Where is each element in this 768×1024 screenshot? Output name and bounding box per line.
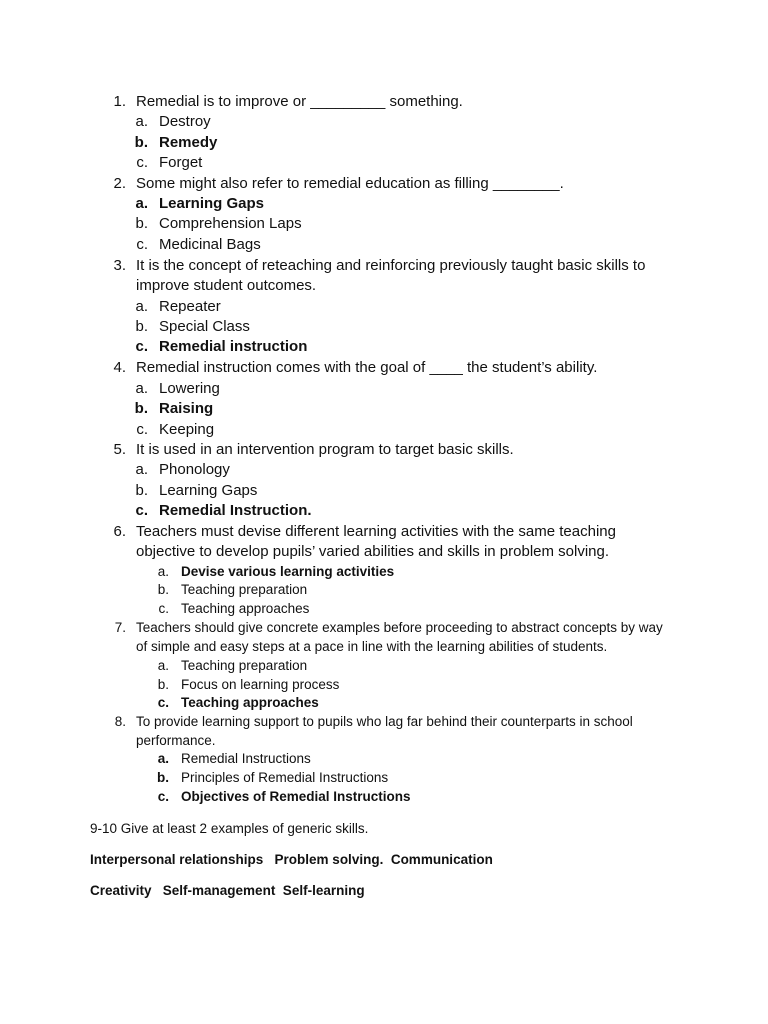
question-3-option-b-letter: b. (135, 318, 148, 335)
question-1-option-b-letter: b. (134, 134, 148, 151)
question-7-text-line-1: Teachers should give concrete examples before proceeding to abstract concepts by way (136, 620, 663, 635)
question-5-option-c-answer: Remedial Instruction. (159, 502, 312, 519)
question-4-option-b-letter: b. (134, 400, 148, 417)
question-5-option-b-letter: b. (135, 482, 148, 499)
question-3-option-b: Special Class (159, 318, 250, 335)
question-3-option-c-answer: Remedial instruction (159, 338, 308, 355)
question-1-option-b-answer: Remedy (159, 134, 218, 151)
question-1-option-c: Forget (159, 154, 203, 171)
question-7-option-b: Focus on learning process (181, 677, 340, 692)
question-2-option-a-letter: a. (135, 195, 148, 212)
question-8-option-b: Principles of Remedial Instructions (181, 770, 389, 785)
question-3-number: 3. (113, 257, 126, 274)
question-4-option-a: Lowering (159, 380, 220, 397)
generic-skills-prompt: 9-10 Give at least 2 examples of generic skills. (90, 821, 369, 836)
question-3-option-a-letter: a. (135, 298, 148, 315)
question-1-option-a-letter: a. (135, 113, 148, 130)
question-2-number: 2. (113, 175, 126, 192)
question-3-text-line-1: It is the concept of reteaching and reinforcing previously taught basic skills to (136, 257, 646, 274)
question-7-option-c-letter: c. (157, 695, 169, 710)
question-1-number: 1. (113, 93, 126, 110)
question-6-option-a-letter: a. (157, 564, 169, 579)
question-4-option-c-letter: c. (136, 421, 148, 438)
question-1-text: Remedial is to improve or _________ something. (136, 93, 463, 110)
question-2-option-b-letter: b. (135, 215, 148, 232)
generic-skills-answer-line-1: Interpersonal relationships Problem solving. Communication (90, 852, 493, 867)
question-8-option-c-letter: c. (157, 789, 169, 804)
question-6-option-c-letter: c. (158, 601, 169, 616)
question-2-option-c: Medicinal Bags (159, 236, 261, 253)
question-4-number: 4. (113, 359, 126, 376)
question-4-option-c: Keeping (159, 421, 215, 438)
question-6-option-b: Teaching preparation (181, 582, 308, 597)
question-7-option-b-letter: b. (157, 677, 169, 692)
question-4-option-a-letter: a. (135, 380, 148, 397)
question-6-option-a-answer: Devise various learning activities (181, 564, 395, 579)
question-8-text-line-1: To provide learning support to pupils who lag far behind their counterparts in school (136, 714, 633, 729)
question-5-option-c-letter: c. (135, 502, 148, 519)
question-7-option-c-answer: Teaching approaches (181, 695, 319, 710)
question-5-option-a: Phonology (159, 461, 230, 478)
question-5-text: It is used in an intervention program to target basic skills. (136, 441, 514, 458)
question-6-option-b-letter: b. (157, 582, 169, 597)
question-5-option-b: Learning Gaps (159, 482, 258, 499)
question-2-text: Some might also refer to remedial education as filling ________. (136, 175, 564, 192)
question-3-option-c-letter: c. (135, 338, 148, 355)
question-7-text-line-2: of simple and easy steps at a pace in line with the learning abilities of students. (136, 639, 608, 654)
question-5-option-a-letter: a. (135, 461, 148, 478)
question-8-option-b-letter: b. (157, 770, 169, 785)
question-7-number: 7. (114, 620, 126, 635)
question-2-option-c-letter: c. (136, 236, 148, 253)
question-4-text: Remedial instruction comes with the goal of ____ the student’s ability. (136, 359, 598, 376)
question-6-number: 6. (113, 523, 126, 540)
generic-skills-answer-line-2: Creativity Self-management Self-learning (90, 883, 365, 898)
question-8-text-line-2: performance. (136, 733, 216, 748)
question-7-option-a-letter: a. (157, 658, 169, 673)
question-3-option-a: Repeater (159, 298, 221, 315)
question-1-option-c-letter: c. (136, 154, 148, 171)
question-7-option-a: Teaching preparation (181, 658, 308, 673)
question-4-option-b-answer: Raising (159, 400, 214, 417)
question-8-number: 8. (114, 714, 126, 729)
question-5-number: 5. (113, 441, 126, 458)
question-8-option-a-letter: a. (157, 751, 169, 766)
question-6-text-line-2: objective to develop pupils’ varied abilities and skills in problem solving. (136, 543, 610, 560)
question-8-option-c-answer: Objectives of Remedial Instructions (181, 789, 411, 804)
question-2-option-b: Comprehension Laps (159, 215, 302, 232)
question-2-option-a-answer: Learning Gaps (159, 195, 265, 212)
question-1-option-a: Destroy (159, 113, 211, 130)
question-8-option-a: Remedial Instructions (181, 751, 311, 766)
question-3-text-line-2: improve student outcomes. (136, 277, 317, 294)
question-6-option-c: Teaching approaches (181, 601, 310, 616)
question-6-text-line-1: Teachers must devise different learning activities with the same teaching (136, 523, 616, 540)
